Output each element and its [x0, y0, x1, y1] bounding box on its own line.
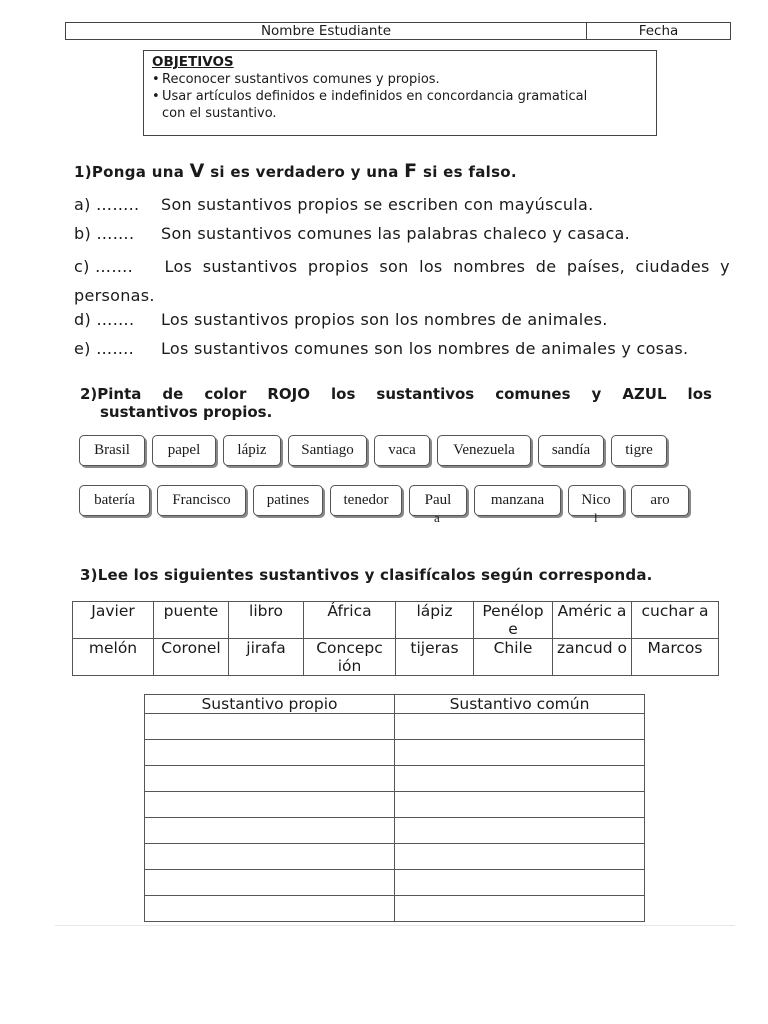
- table-cell: cuchar a: [632, 602, 719, 639]
- word-box[interactable]: tigre: [611, 435, 667, 466]
- table-cell: África: [304, 602, 396, 639]
- statement-continuation: personas.: [74, 286, 155, 305]
- answer-body: [145, 714, 645, 922]
- answer-cell-proper[interactable]: [145, 792, 395, 818]
- statement-text: Los sustantivos comunes son los nombres de animales y cosas.: [161, 339, 689, 358]
- answer-row: [145, 870, 645, 896]
- word-box[interactable]: Venezuela: [437, 435, 531, 466]
- answer-row: [145, 792, 645, 818]
- statement-word: propios: [307, 257, 369, 276]
- word-box[interactable]: Paul: [409, 485, 467, 516]
- statement-d: [74, 310, 608, 329]
- heading-word: comunes: [495, 385, 571, 403]
- statement-text: Los sustantivos propios son los nombres de animales.: [161, 310, 608, 329]
- statement-word: Los: [164, 257, 193, 276]
- word-box[interactable]: Francisco: [157, 485, 246, 516]
- answer-cell-common[interactable]: [395, 792, 645, 818]
- statement-text: Son sustantivos comunes las palabras chaleco y casaca.: [161, 224, 631, 243]
- answer-cell-proper[interactable]: [145, 844, 395, 870]
- statement-e: [74, 339, 688, 358]
- word-box[interactable]: lápiz: [223, 435, 281, 466]
- answer-cell-proper[interactable]: [145, 714, 395, 740]
- answer-row: [145, 714, 645, 740]
- answer-cell-common[interactable]: [395, 714, 645, 740]
- objective-text: Reconocer sustantivos comunes y propios.: [162, 72, 440, 87]
- table-cell: tijeras: [396, 639, 474, 676]
- objective-text: Usar artículos definidos e indefinidos en concordancia gramatical: [162, 89, 588, 104]
- table-cell: Penélop e: [474, 602, 553, 639]
- statement-blank[interactable]: a) ……..: [74, 195, 140, 214]
- statement-word: de: [535, 257, 557, 276]
- answer-row: [145, 818, 645, 844]
- objectives-box: [143, 50, 657, 136]
- answer-table: [144, 694, 645, 922]
- statement-blank[interactable]: e) …….: [74, 339, 135, 358]
- objective-item: [152, 88, 648, 105]
- heading-word: color: [204, 385, 247, 403]
- section1-heading: [74, 160, 517, 182]
- answer-row: [145, 766, 645, 792]
- word-box[interactable]: tenedor: [330, 485, 402, 516]
- word-box[interactable]: papel: [152, 435, 216, 466]
- word-overflow: l: [594, 510, 598, 525]
- section1-f: F: [404, 160, 418, 182]
- word-box[interactable]: Santiago: [288, 435, 367, 466]
- section1-v: V: [189, 160, 205, 182]
- heading-word: de: [162, 385, 184, 403]
- table-cell: lápiz: [396, 602, 474, 639]
- answer-row: [145, 844, 645, 870]
- statement-a: [74, 195, 594, 214]
- heading-word: ROJO: [267, 385, 311, 403]
- answer-cell-common[interactable]: [395, 870, 645, 896]
- bullet-icon: •: [152, 89, 160, 104]
- answer-row: [145, 896, 645, 922]
- answer-row: [145, 740, 645, 766]
- statement-word: países,: [566, 257, 626, 276]
- answer-cell-proper[interactable]: [145, 896, 395, 922]
- statement-blank[interactable]: b) …….: [74, 224, 135, 243]
- nouns-table: [72, 601, 719, 676]
- table-cell: Marcos: [632, 639, 719, 676]
- bullet-icon: •: [152, 72, 160, 87]
- student-name-field[interactable]: Nombre Estudiante: [66, 23, 587, 39]
- objective-item: [152, 71, 648, 88]
- answer-cell-common[interactable]: [395, 818, 645, 844]
- word-box[interactable]: manzana: [474, 485, 561, 516]
- answer-cell-common[interactable]: [395, 896, 645, 922]
- heading-word: y: [591, 385, 602, 403]
- statement-blank[interactable]: d) …….: [74, 310, 135, 329]
- table-row: [73, 639, 719, 676]
- column-header-common: Sustantivo común: [395, 695, 645, 714]
- table-row: [73, 602, 719, 639]
- section3-heading: 3)Lee los siguientes sustantivos y clasifícalos según corresponda.: [80, 566, 653, 584]
- statement-word: ciudades: [635, 257, 710, 276]
- column-header-proper: Sustantivo propio: [145, 695, 395, 714]
- student-header: [65, 22, 731, 40]
- statement-word: sustantivos: [202, 257, 298, 276]
- table-cell: Chile: [474, 639, 553, 676]
- table-header-row: [145, 695, 645, 714]
- word-box[interactable]: Nico: [568, 485, 624, 516]
- answer-cell-proper[interactable]: [145, 740, 395, 766]
- table-cell: Javier: [73, 602, 154, 639]
- table-cell: Concepc ión: [304, 639, 396, 676]
- date-field[interactable]: Fecha: [638, 23, 679, 39]
- table-cell: Améric a: [553, 602, 632, 639]
- heading-word: los: [331, 385, 356, 403]
- table-cell: zancud o: [553, 639, 632, 676]
- table-cell: puente: [154, 602, 229, 639]
- statement-b: [74, 224, 630, 243]
- word-box[interactable]: sandía: [538, 435, 604, 466]
- table-cell: libro: [229, 602, 304, 639]
- objective-continuation: con el sustantivo.: [162, 106, 277, 121]
- heading-word: los: [687, 385, 712, 403]
- word-overflow: a: [434, 510, 440, 525]
- statement-word: los: [419, 257, 443, 276]
- answer-cell-common[interactable]: [395, 740, 645, 766]
- page-divider: [55, 925, 735, 926]
- table-cell: jirafa: [229, 639, 304, 676]
- table-cell: melón: [73, 639, 154, 676]
- statement-word: nombres: [453, 257, 526, 276]
- heading-word: sustantivos: [376, 385, 475, 403]
- section1-suffix: si es falso.: [417, 163, 517, 181]
- word-box[interactable]: Brasil: [79, 435, 145, 466]
- answer-cell-common[interactable]: [395, 844, 645, 870]
- statement-c: [74, 252, 730, 310]
- answer-cell-common[interactable]: [395, 766, 645, 792]
- section2-heading-line2: sustantivos propios.: [100, 403, 273, 421]
- statement-word: son: [379, 257, 409, 276]
- objectives-title: OBJETIVOS: [152, 54, 234, 70]
- table-cell: Coronel: [154, 639, 229, 676]
- word-box[interactable]: batería: [79, 485, 150, 516]
- statement-blank[interactable]: c) …….: [74, 257, 134, 276]
- section2-heading: [80, 385, 712, 421]
- word-box[interactable]: vaca: [374, 435, 430, 466]
- section1-middle: si es verdadero y una: [204, 163, 405, 181]
- answer-cell-proper[interactable]: [145, 766, 395, 792]
- answer-cell-proper[interactable]: [145, 818, 395, 844]
- word-box[interactable]: patines: [253, 485, 323, 516]
- heading-word: AZUL: [622, 385, 667, 403]
- statement-word: y: [720, 257, 730, 276]
- statement-text: Son sustantivos propios se escriben con mayúscula.: [161, 195, 594, 214]
- section1-prefix: 1)Ponga una: [74, 163, 190, 181]
- word-box[interactable]: aro: [631, 485, 689, 516]
- answer-cell-proper[interactable]: [145, 870, 395, 896]
- heading-word: 2)Pinta: [80, 385, 142, 403]
